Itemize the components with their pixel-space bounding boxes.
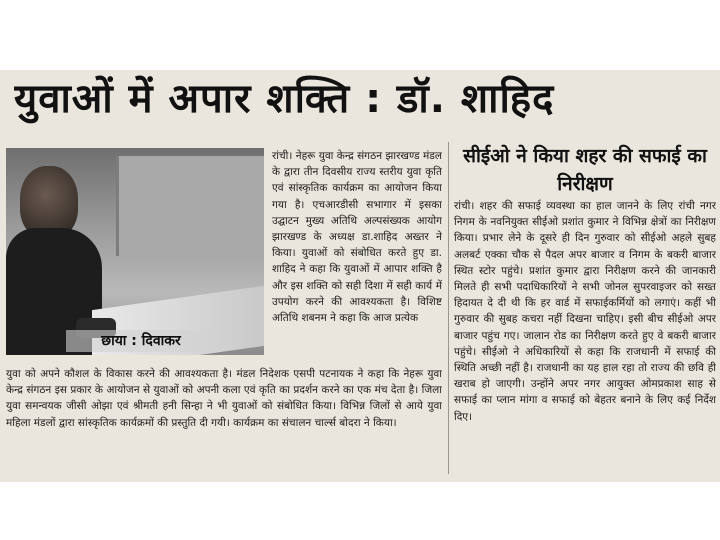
column-divider	[448, 142, 449, 474]
right-article-headline: सीईओ ने किया शहर की सफाई का निरीक्षण	[463, 145, 707, 195]
news-photo	[6, 148, 264, 355]
newspaper-clipping	[0, 70, 720, 482]
left-article-lower-text: युवा को अपने कौशल के विकास करने की आवश्यकता है। मंडल निदेशक एसपी पटनायक ने कहा कि नेहरू युवा केन्द्र संगठन इस प्रकार के आयोजन से युवाओं को अपनी कला एवं कृति का प्रदर्शन करने का एक मंच देता है। जिला युवा समन्वयक जीसी ओझा एवं श्रीमती हनी सिन्हा ने भी युवाओं को संबोधित किया। विभिन्न जिलों से आये युवा महिला मंडलों द्वारा सांस्कृतिक कार्यक्रमों की प्रस्तुति दी गयी। कार्यक्रम का संचालन चार्ल्स बोदरा ने किया।	[6, 368, 442, 429]
left-article-upper-text: रांची। नेहरू युवा केन्द्र संगठन झारखण्ड मंडल के द्वारा तीन दिवसीय राज्य स्तरीय युवा कृति एवं सांस्कृतिक कार्यक्रम का आयोजन किया गया है। एचआरडीसी सभागार में इसका उद्घाटन मुख्य अतिथि अल्पसंख्यक आयोग झारखण्ड के अध्यक्ष डा.शाहिद अख्तर ने किया। युवाओं को संबोधित करते हुए डा. शाहिद ने कहा कि युवाओं में आपार शक्ति है और इस शक्ति को सही दिशा में सही कार्य में उपयोग करने की आवश्यकता है। विशिष्ट अतिथि शबनम ने कहा कि आज प्रत्येक	[272, 150, 442, 325]
photo-caption: छाया : दिवाकर	[66, 330, 216, 352]
right-article-text: रांची। शहर की सफाई व्यवस्था का हाल जानने के लिए रांची नगर निगम के नवनियुक्त सीईओ प्रशांत कुमार ने विभिन्न क्षेत्रों का निरीक्षण किया। प्रभार लेने के दूसरे ही दिन गुरुवार को सीईओ अहले सुबह अलबर्ट एक्का चौक से पैदल अपर बाजार व निगम के बकरी बाजार स्थित स्टोर पहुंचे। प्रशांत कुमार द्वारा निरीक्षण करने की जानकारी मिलते ही सभी पदाधिकारियों ने सभी जोनल सुपरवाइजर को सख्त हिदायत दे दी थी कि हर वार्ड में सफाईकर्मियों को लगाएं। कहीं भी गुरुवार की सुबह कचरा नहीं दिखना चाहिए। इसी बीच सीईओ अपर बाजार पहुंच गए। जालान रोड का निरीक्षण करते हुए वे बकरी बाजार पहुंचे। सीईओ ने अधिकारियों से कहा कि राजधानी में सफाई की स्थिति अच्छी नहीं है। राजधानी का यह हाल रहा तो राज्य की छवि ही खराब हो जाएगी। उन्होंने अपर नगर आयुक्त ओमप्रकाश साह से सफाई का प्लान मांगा व सफाई को बेहतर बनाने के लिए कई निर्देश दिए।	[454, 200, 716, 423]
photo-background-board	[116, 156, 264, 256]
main-headline: युवाओं में अपार शक्ति : डॉ. शाहिद	[14, 76, 555, 122]
